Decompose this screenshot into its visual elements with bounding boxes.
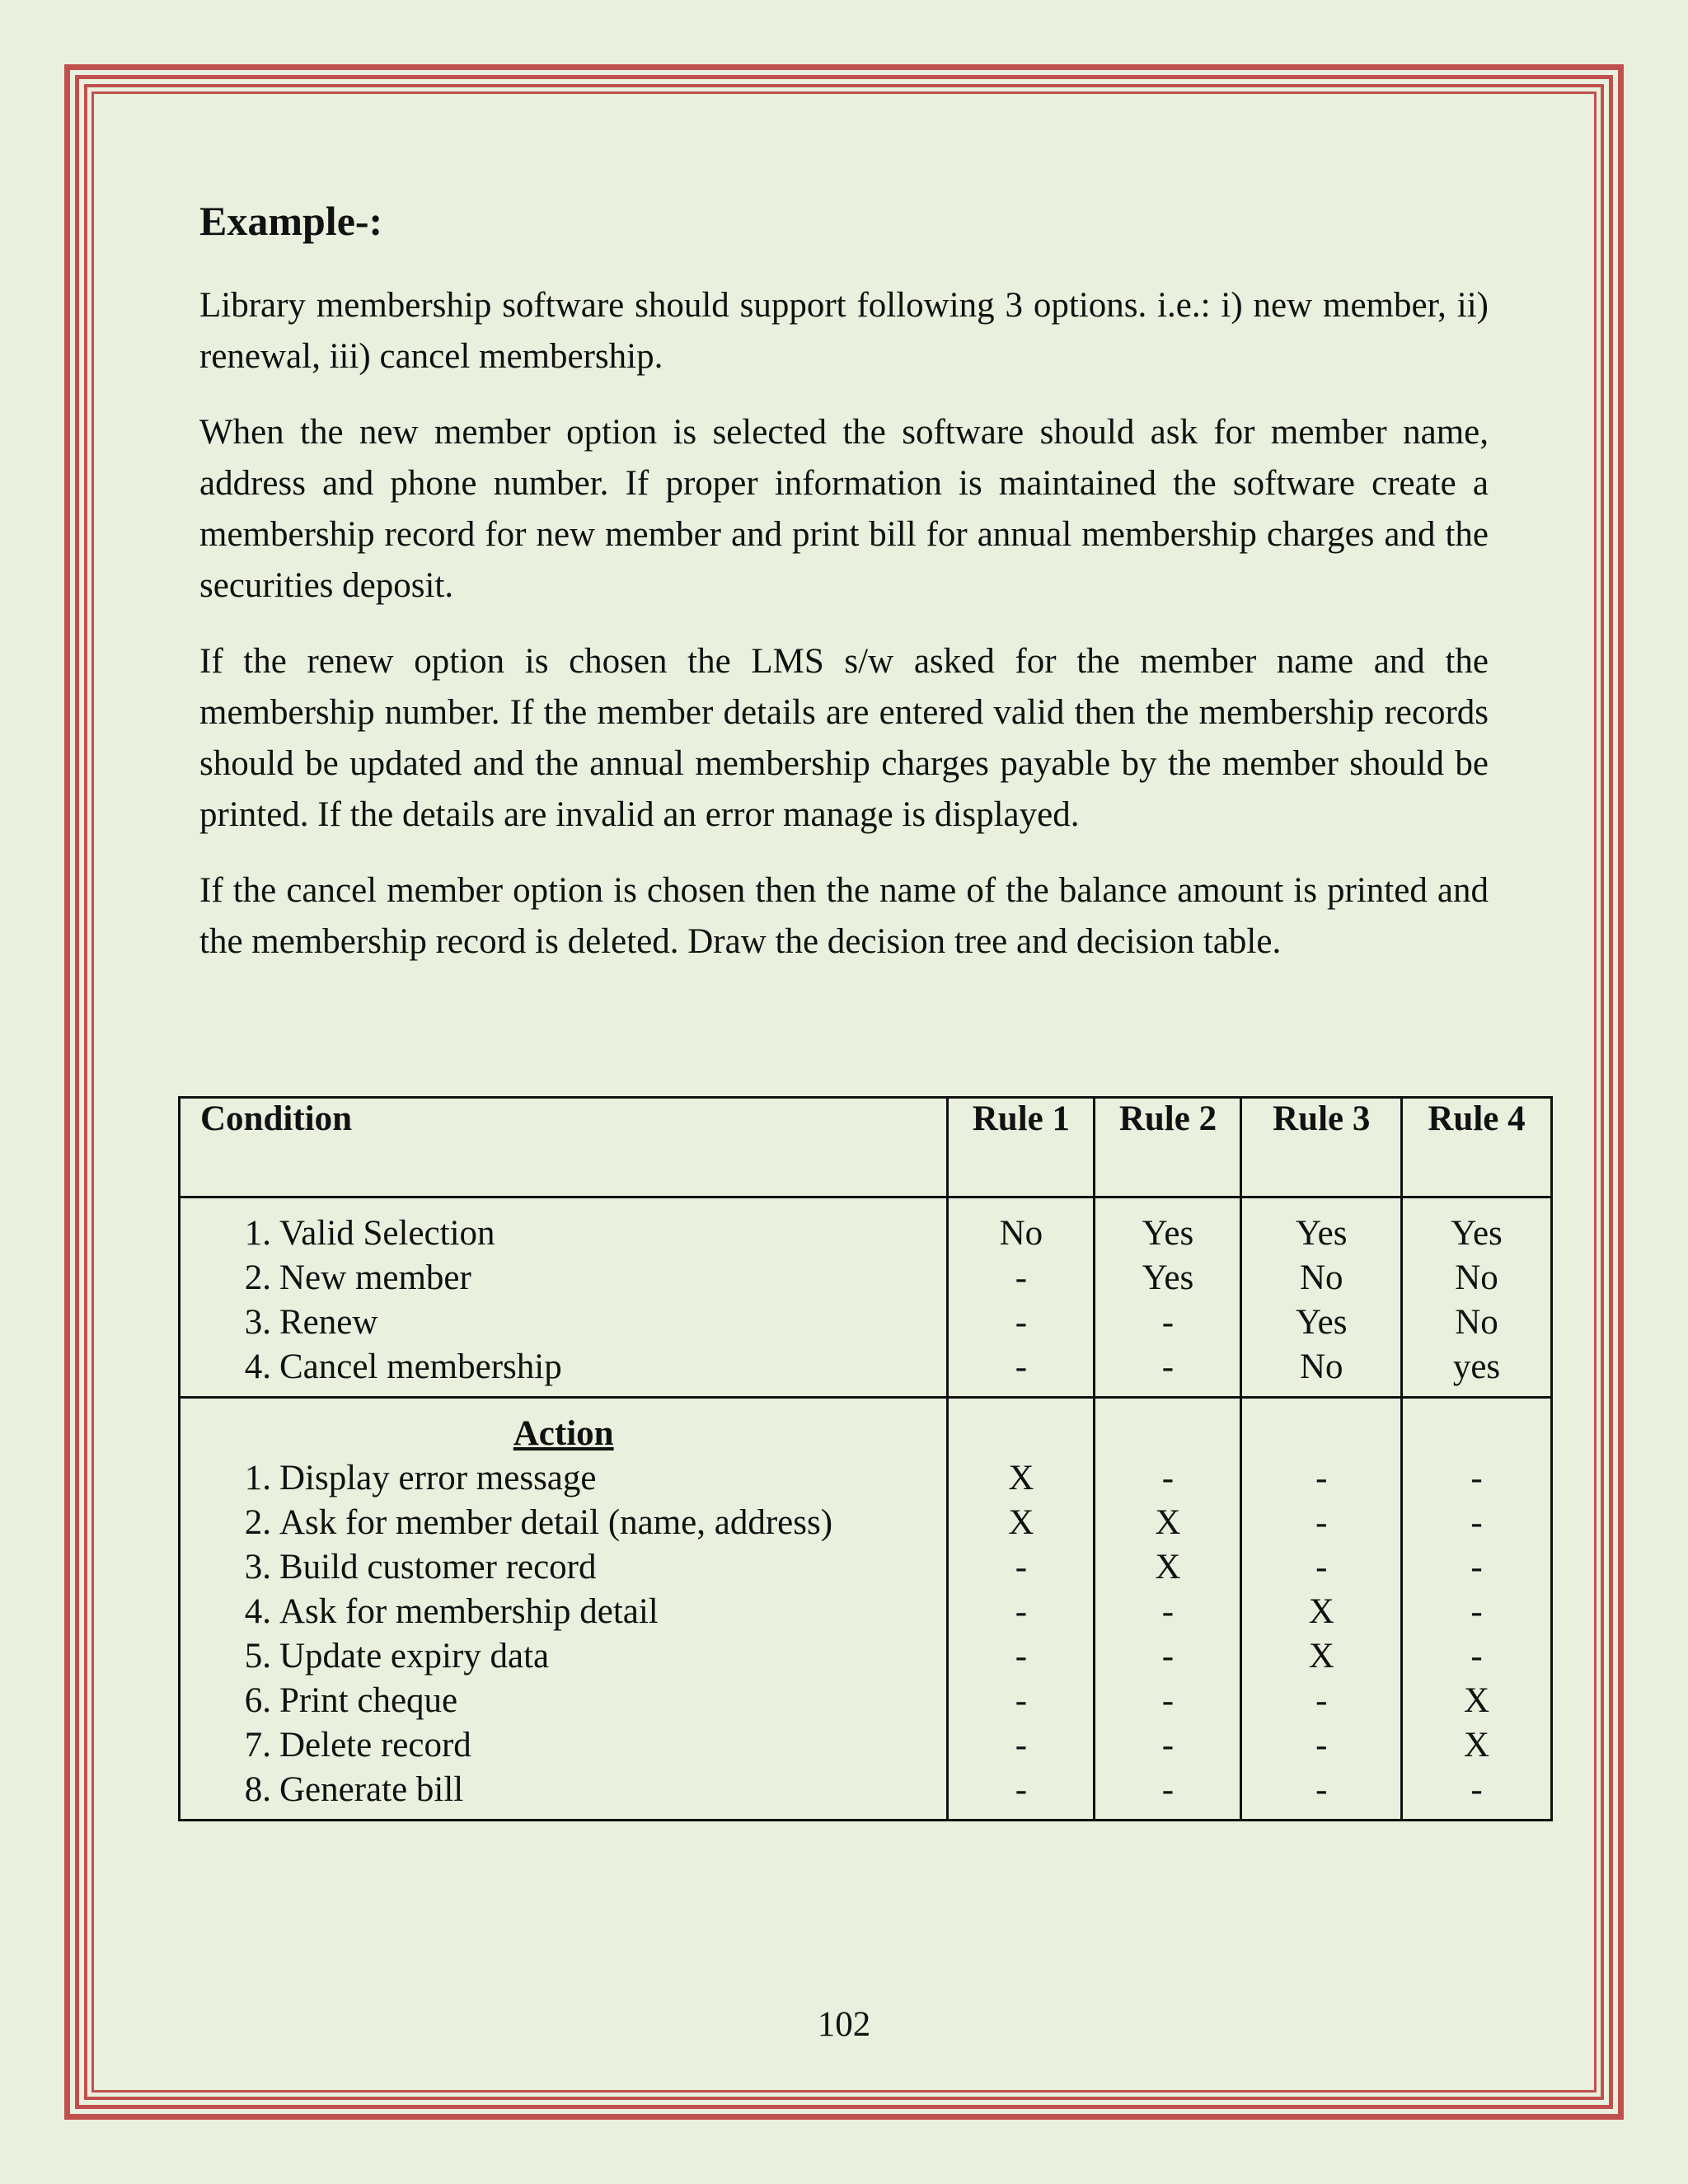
item-number: 1. <box>244 1459 271 1497</box>
condition-rule-4 <box>1402 1197 1552 1398</box>
rule-value: - <box>1015 1258 1028 1297</box>
header-rule-1: Rule 1 <box>948 1098 1095 1197</box>
rule-value: - <box>1470 1592 1483 1631</box>
item-number: 1. <box>244 1214 271 1253</box>
action-item <box>181 1634 946 1679</box>
item-number: 4. <box>244 1592 271 1631</box>
action-item <box>181 1545 946 1590</box>
decision-table <box>178 1096 1553 1821</box>
table-header-row <box>180 1098 1552 1197</box>
action-rule-2 <box>1095 1398 1241 1821</box>
conditions-row <box>180 1197 1552 1398</box>
rule-value: - <box>1315 1726 1328 1765</box>
rule-value: X <box>1008 1459 1034 1497</box>
page-content <box>199 196 1489 992</box>
rule-value: X <box>1155 1548 1181 1586</box>
header-rule-3: Rule 3 <box>1241 1098 1402 1197</box>
rule-value: Yes <box>1142 1214 1194 1253</box>
rule-value: Yes <box>1451 1214 1503 1253</box>
rule-value: X <box>1308 1592 1334 1631</box>
rule-value: Yes <box>1295 1303 1348 1342</box>
paragraph-4: If the cancel member option is chosen then the name of the balance amount is printed and the membership record is deleted. Draw the decision tree and decision table. <box>199 871 1489 961</box>
condition-item <box>181 1345 946 1390</box>
rule-value: - <box>1161 1592 1175 1631</box>
item-number: 7. <box>244 1726 271 1765</box>
rule-value: X <box>1463 1726 1490 1765</box>
item-label: Renew <box>279 1303 378 1342</box>
spacer-line <box>1095 1412 1240 1456</box>
item-label: Valid Selection <box>279 1214 495 1253</box>
rule-value: X <box>1155 1503 1181 1542</box>
page-number: 102 <box>817 2005 871 2044</box>
paragraph-1: Library membership software should support following 3 options. i.e.: i) new member, ii) renewal, iii) cancel membership. <box>199 286 1489 376</box>
condition-rule-3 <box>1241 1197 1402 1398</box>
rule-value: - <box>1015 1347 1028 1386</box>
item-label: New member <box>279 1258 471 1297</box>
rule-value: - <box>1161 1726 1175 1765</box>
spacer-line <box>1403 1412 1550 1456</box>
header-rule-4: Rule 4 <box>1402 1098 1552 1197</box>
item-number: 3. <box>244 1548 271 1586</box>
condition-item <box>181 1301 946 1345</box>
item-number: 6. <box>244 1681 271 1720</box>
rule-value: - <box>1161 1303 1175 1342</box>
rule-value: No <box>1299 1347 1343 1386</box>
rule-value: - <box>1015 1592 1028 1631</box>
rule-value: X <box>1008 1503 1034 1542</box>
rule-value: X <box>1308 1637 1334 1675</box>
rule-value: - <box>1470 1503 1483 1542</box>
item-label: Build customer record <box>279 1548 597 1586</box>
rule-value: - <box>1315 1503 1328 1542</box>
item-label: Cancel membership <box>279 1347 562 1386</box>
action-item <box>181 1679 946 1723</box>
item-label: Update expiry data <box>279 1637 550 1675</box>
action-item <box>181 1590 946 1634</box>
action-item <box>181 1723 946 1768</box>
rule-value: - <box>1015 1681 1028 1720</box>
item-label: Ask for membership detail <box>279 1592 659 1631</box>
rule-value: - <box>1015 1637 1028 1675</box>
spacer-line <box>949 1412 1093 1456</box>
condition-rule-2 <box>1095 1197 1241 1398</box>
item-number: 5. <box>244 1637 271 1675</box>
example-heading: Example-: <box>199 198 383 244</box>
item-label: Print cheque <box>279 1681 458 1720</box>
rule-value: - <box>1470 1637 1483 1675</box>
spacer-line <box>1242 1412 1400 1456</box>
rule-value: - <box>1161 1681 1175 1720</box>
rule-value: - <box>1161 1347 1175 1386</box>
rule-value: Yes <box>1295 1214 1348 1253</box>
condition-list <box>180 1197 948 1398</box>
rule-value: - <box>1161 1459 1175 1497</box>
rule-value: - <box>1161 1770 1175 1809</box>
rule-value: - <box>1015 1726 1028 1765</box>
item-label: Generate bill <box>279 1770 464 1809</box>
item-label: Delete record <box>279 1726 471 1765</box>
condition-rule-1 <box>948 1197 1095 1398</box>
item-number: 4. <box>244 1347 271 1386</box>
item-label: Display error message <box>279 1459 597 1497</box>
header-condition: Condition <box>180 1098 948 1197</box>
rule-value: - <box>1161 1637 1175 1675</box>
rule-value: No <box>1455 1303 1498 1342</box>
condition-item <box>181 1212 946 1256</box>
rule-value: Yes <box>1142 1258 1194 1297</box>
rule-value: - <box>1315 1548 1328 1586</box>
action-item <box>181 1768 946 1812</box>
rule-value: - <box>1470 1770 1483 1809</box>
item-number: 2. <box>244 1503 271 1542</box>
rule-value: X <box>1463 1681 1490 1720</box>
rule-value: - <box>1315 1459 1328 1497</box>
action-rule-3 <box>1241 1398 1402 1821</box>
rule-value: - <box>1470 1548 1483 1586</box>
item-number: 2. <box>244 1258 271 1297</box>
rule-value: - <box>1015 1303 1028 1342</box>
actions-row <box>180 1398 1552 1821</box>
item-number: 8. <box>244 1770 271 1809</box>
rule-value: - <box>1015 1548 1028 1586</box>
item-number: 3. <box>244 1303 271 1342</box>
item-label: Ask for member detail (name, address) <box>279 1503 833 1542</box>
paragraph-3: If the renew option is chosen the LMS s/w asked for the member name and the membership number. If the member details are entered valid then the membership records should be updated and the annual membership charges payable by the member should be printed. If the details are invalid an error manage is displayed. <box>199 642 1489 834</box>
rule-value: No <box>999 1214 1043 1253</box>
header-rule-2: Rule 2 <box>1095 1098 1241 1197</box>
action-rule-1 <box>948 1398 1095 1821</box>
action-item <box>181 1501 946 1545</box>
rule-value: - <box>1315 1681 1328 1720</box>
rule-value: - <box>1015 1770 1028 1809</box>
rule-value: No <box>1455 1258 1498 1297</box>
paragraph-2: When the new member option is selected the software should ask for member name, address and phone number. If proper information is maintained the software create a membership record for new member and print bill for annual membership charges and the securities deposit. <box>199 413 1489 605</box>
action-item <box>181 1456 946 1501</box>
action-title: Action <box>513 1414 614 1453</box>
rule-value: - <box>1470 1459 1483 1497</box>
rule-value: yes <box>1452 1347 1501 1386</box>
rule-value: No <box>1299 1258 1343 1297</box>
condition-item <box>181 1256 946 1301</box>
action-rule-4 <box>1402 1398 1552 1821</box>
action-list <box>180 1398 948 1821</box>
rule-value: - <box>1315 1770 1328 1809</box>
